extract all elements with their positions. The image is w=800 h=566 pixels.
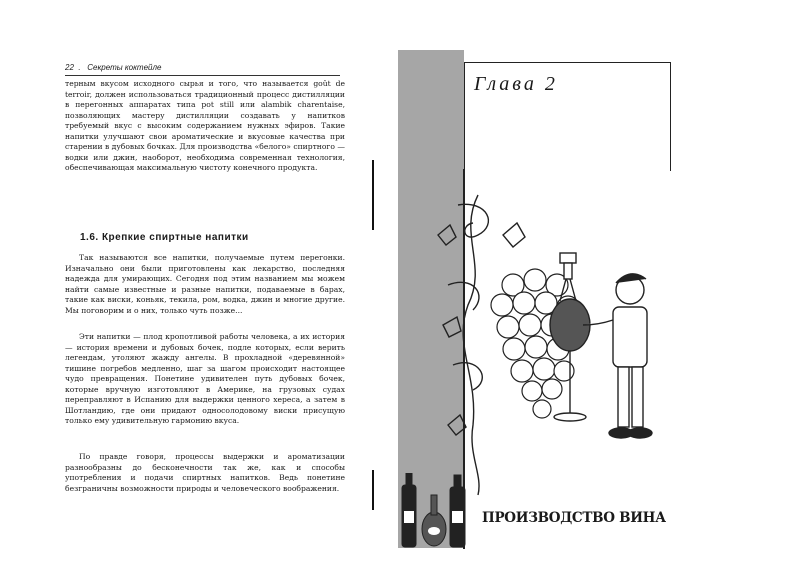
section-title: 1.6. Крепкие спиртные напитки	[80, 232, 249, 243]
wine-bottles-icon	[400, 473, 470, 548]
page-number: 22	[65, 63, 74, 72]
margin-mark-top	[372, 160, 374, 230]
chapter-subtitle: ПРОИЗВОДСТВО ВИНА	[482, 510, 666, 526]
left-page	[60, 55, 360, 535]
paragraph-4: По правде говоря, процессы выдержки и ароматизации разнообразны до бесконечности так же, как и способы употребления и подачи спиртных напитков. Ведь понетине безграничны возможности природы и человеческого воображения.	[65, 452, 345, 493]
margin-mark-bottom	[372, 470, 374, 510]
right-page	[398, 50, 673, 550]
chapter-title: Глава 2	[474, 73, 558, 95]
running-head: 22 . Секреты коктейле	[65, 63, 162, 72]
wine-cask-cartoon-icon	[418, 175, 668, 505]
header-rule	[65, 75, 340, 76]
paragraph-3: Эти напитки — плод кропотливой работы человека, а их история — история времени и дубовых бочек, подле которых, если верить легендам, утоляют жажду ангелы. В прохладной «деревянной» тишине погребов медленно, шаг за шагом происходит настоящее чудо превращения. Понетине удивителен путь дубовых бочек, которые вручную изготовляют в Америке, на грузовых судах переправляют в Испанию для выдержки ценного хереса, а затем в Шотландию, где они придают односолодовому виски присущую только ему удивительную гармонию вкуса.	[65, 332, 345, 425]
running-head-title: Секреты коктейле	[87, 63, 162, 72]
paragraph-1: терным вкусом исходного сырья и того, что называется goût de terroir, должен использоваться традиционный процесс дистилляции в перегонных аппаратах типа pot still или alambik charentaise, позволяющих мастеру дистилляции создавать у напитков требуемый вкус с высоким содержанием нужных эфиров. Такие напитки улучшают свои ароматические и вкусовые качества при старении в дубовых бочках. Для производства «белого» спиртного — водки или джин, наоборот, необходима современная технология, обеспечивающая максимальную чистоту конечного продукта.	[65, 79, 345, 172]
paragraph-2: Так называются все напитки, получаемые путем перегонки. Изначально они были приготовлены как лекарство, последняя надежда для умирающих. Сегодня под этим названием мы можем найти самые известные и разные напитки, подаваемые в барах, такие как виски, коньяк, текила, ром, водка, джин и многие другие. Мы поговорим и о них, только чуть позже...	[65, 253, 345, 315]
